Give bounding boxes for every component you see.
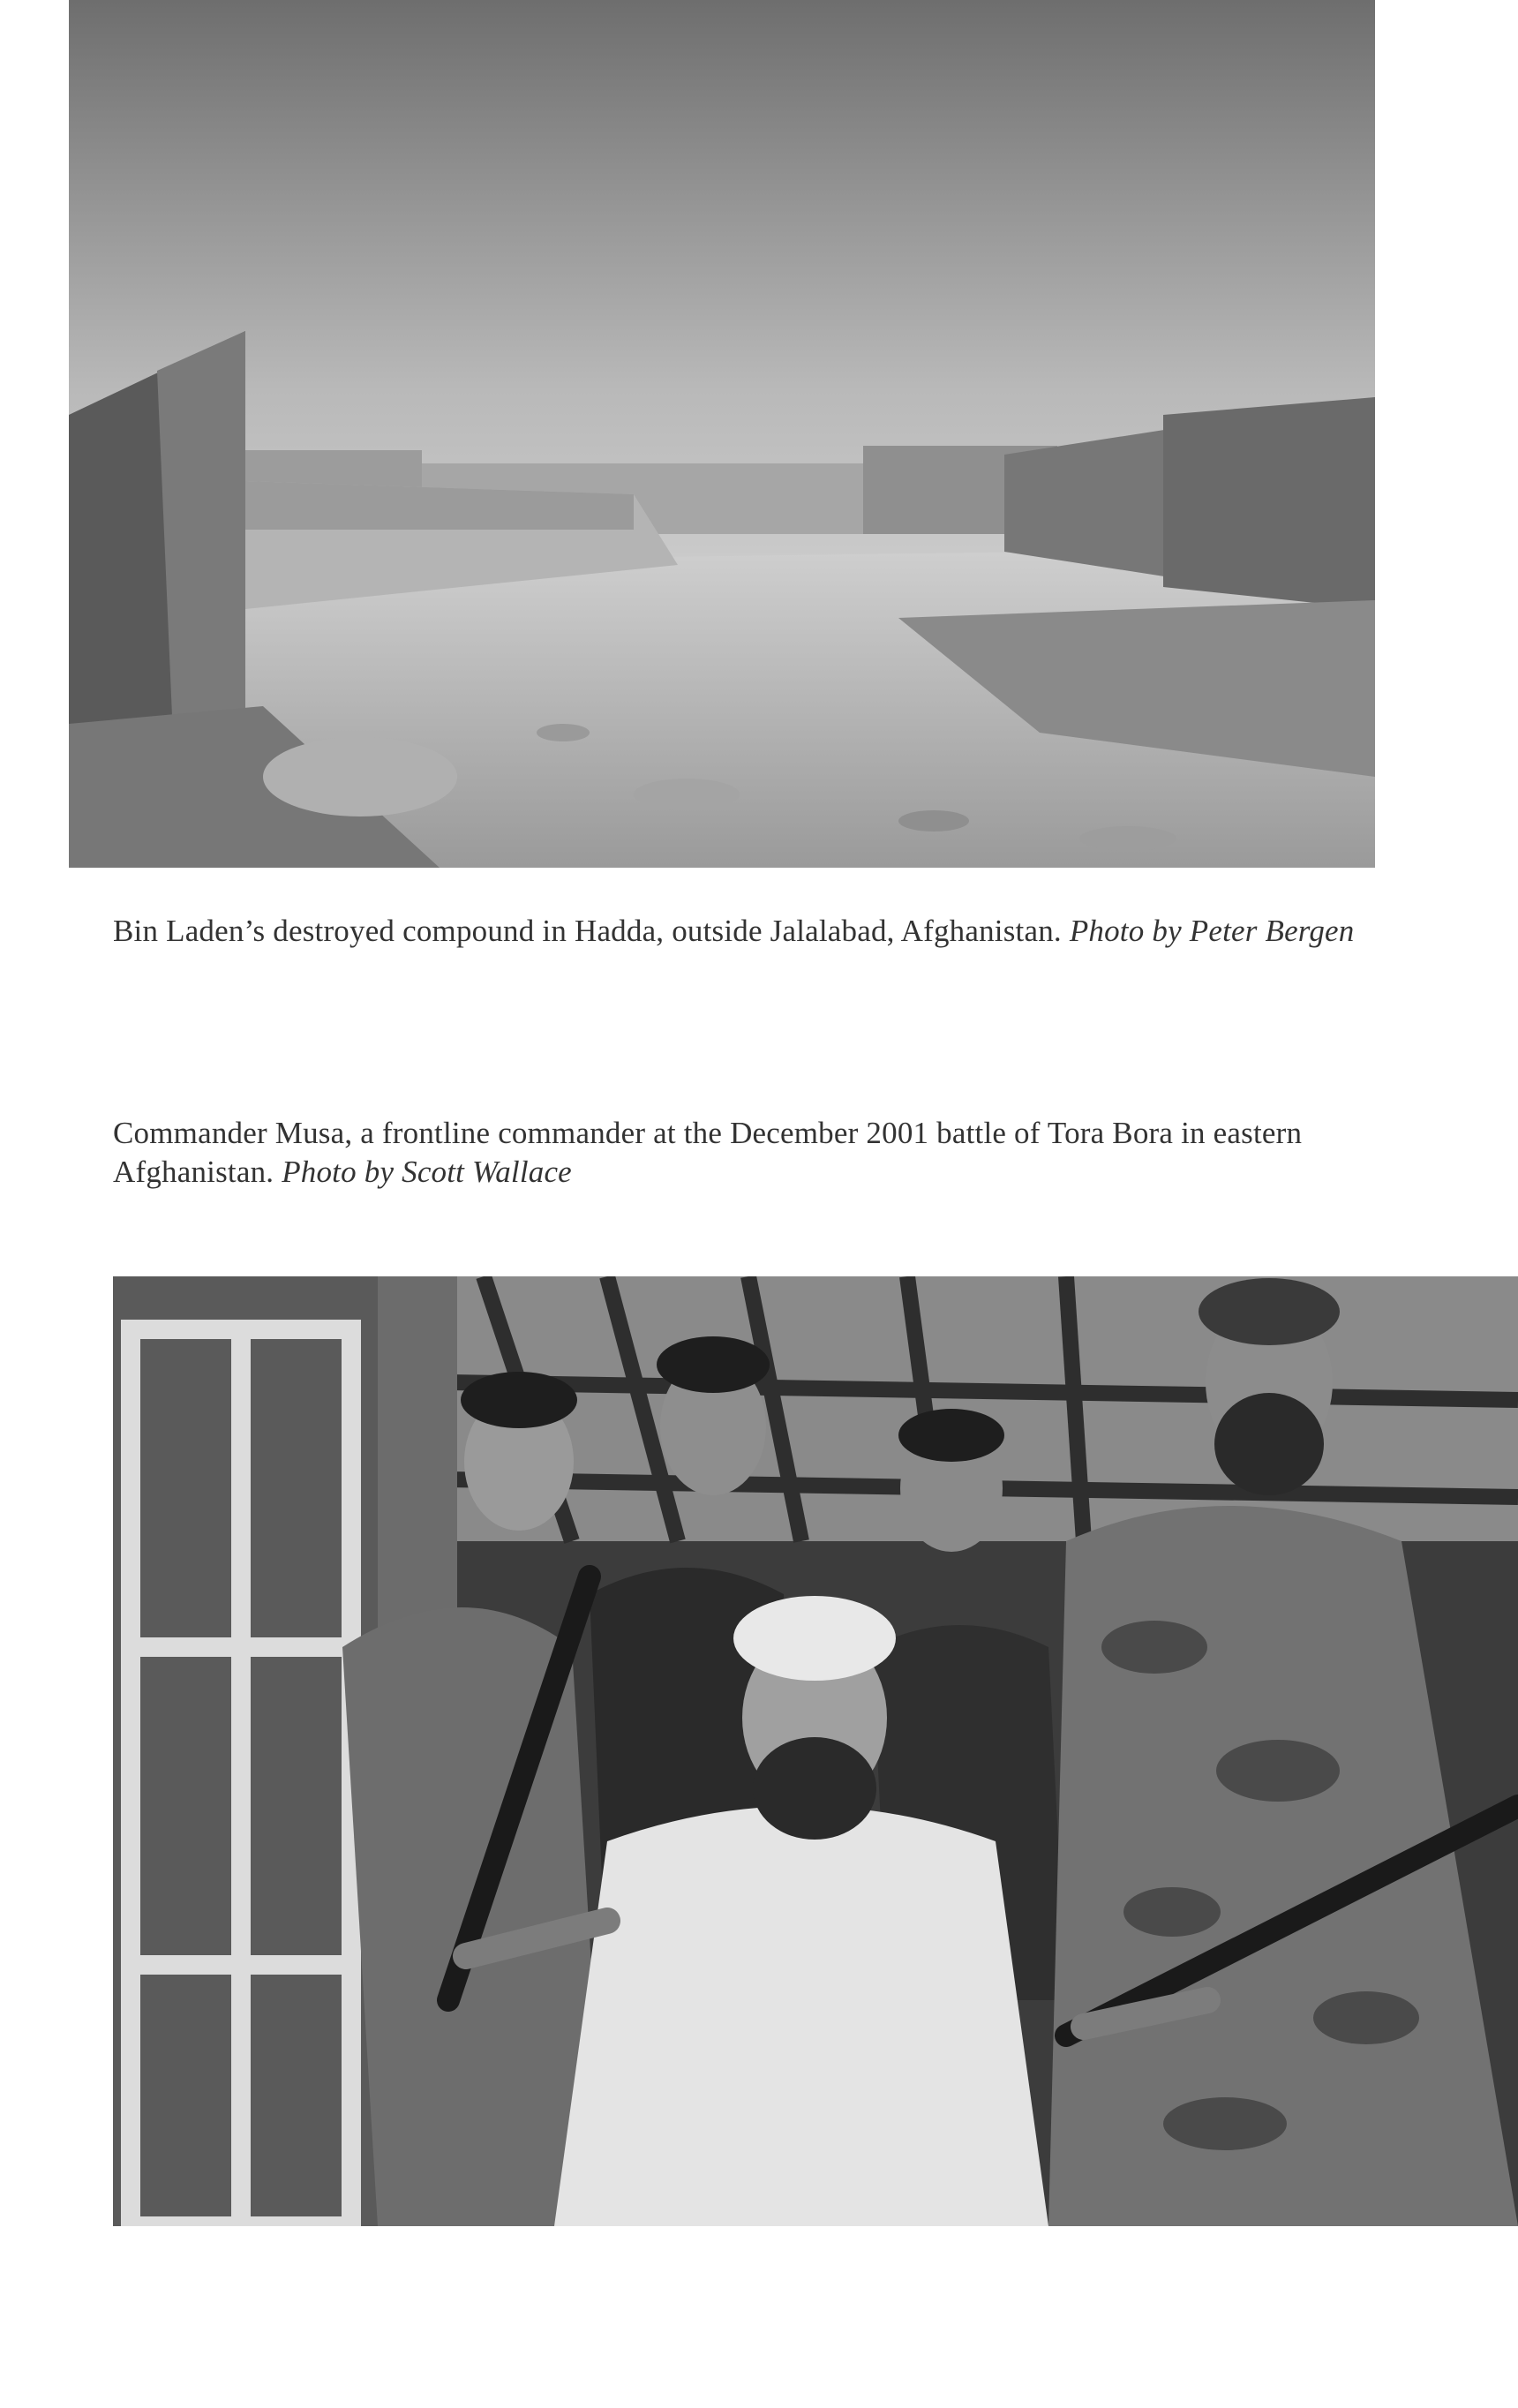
compound-ruins-photo: [69, 0, 1375, 868]
photo-credit: Photo by Peter Bergen: [1069, 914, 1355, 948]
photo-credit: Photo by Scott Wallace: [282, 1155, 572, 1189]
caption-text: Bin Laden’s destroyed compound in Hadda, outside Jalalabad, Afghanistan.: [113, 914, 1062, 948]
photo-caption-compound: [113, 912, 1366, 951]
caption-text: Commander Musa, a frontline commander at the December 2001 battle of Tora Bora in eastern Afghanistan.: [113, 1116, 1303, 1189]
commander-group-photo: [113, 1276, 1518, 2226]
photo-caption-commander: [113, 1114, 1366, 1192]
